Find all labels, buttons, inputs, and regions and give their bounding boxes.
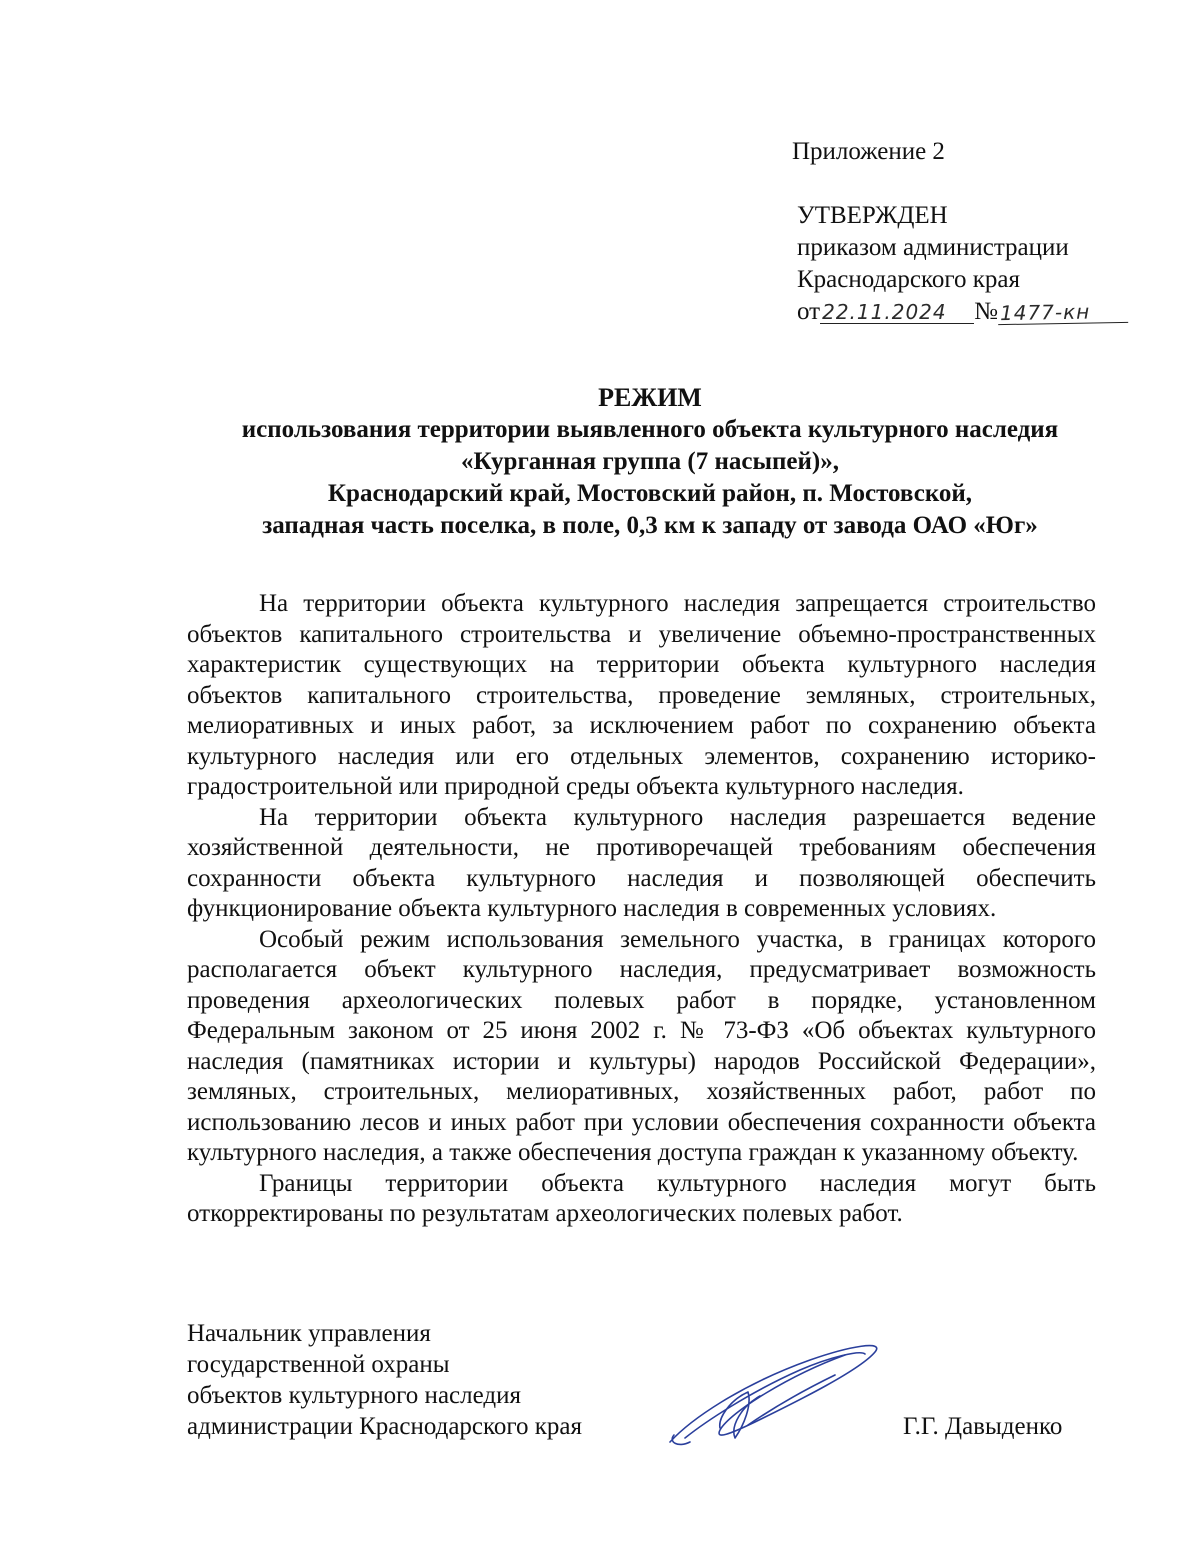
position-line-1: Начальник управления [187, 1320, 431, 1347]
appendix-label: Приложение 2 [792, 138, 945, 165]
document-title-block [150, 382, 1150, 542]
signatory-position [187, 1318, 582, 1442]
position-line-4: администрации Краснодарского края [187, 1413, 583, 1440]
date-prefix: от [797, 298, 821, 325]
approval-line-2: Краснодарского края [797, 266, 1020, 293]
signature-strokes [670, 1346, 877, 1445]
body-paragraph-4: Границы территории объекта культурного наследия могут быть откорректированы по результатам археологических полевых работ. [187, 1169, 1096, 1227]
body-paragraph-3: Особый режим использования земельного участка, в границах которого располагается объект культурного наследия, предусматривает возможность проведения археологических полевых работ в порядке, установленном Федеральным законом от 25 июня 2002 г. № 73-ФЗ «Об объектах культурного наследия (памятниках истории и культуры) народов Российской Федерации», земляных, строительных, мелиоративных, хозяйственных работ, работ по использованию лесов и иных работ при условии обеспечения сохранности объекта культурного наследия, а также обеспечения доступа граждан к указанному объекту. [187, 925, 1096, 1166]
document-title: РЕЖИМ [598, 383, 702, 412]
approval-block [797, 200, 1128, 328]
title-line-3: Краснодарский край, Мостовский район, п. Мостовской, [327, 480, 973, 507]
body-paragraph-1: На территории объекта культурного наследия запрещается строительство объектов капитального строительства и увеличение объемно-пространственных характеристик существующих на территории объекта культурного наследия объектов капитального строительства, проведение земляных, строительных, мелиоративных и иных работ, за исключением работ по сохранению объекта культурного наследия или его отдельных элементов, сохранению историко-градостроительной или природной среды объекта культурного наследия. [187, 590, 1096, 800]
order-reference [797, 296, 1128, 328]
title-line-4: западная часть поселка, в поле, 0,3 км к западу от завода ОАО «Юг» [262, 512, 1038, 539]
approval-stamp: УТВЕРЖДЕН [797, 202, 948, 229]
handwritten-date: 22.11.2024 [820, 301, 974, 324]
title-line-2: «Курганная группа (7 насыпей)», [461, 448, 839, 475]
title-line-1: использования территории выявленного объекта культурного наследия [241, 416, 1059, 443]
position-line-2: государственной охраны [187, 1351, 450, 1378]
body-paragraph-2: На территории объекта культурного наследия разрешается ведение хозяйственной деятельности, не противоречащей требованиям обеспечения сохранности объекта культурного наследия и позволяющей обеспечить функционирование объекта культурного наследия в современных условиях. [187, 803, 1096, 922]
handwritten-number: 1477-кн [998, 300, 1128, 325]
position-line-3: объектов культурного наследия [187, 1382, 521, 1409]
number-prefix: № [974, 298, 998, 325]
signer-name: Г.Г. Давыденко [903, 1413, 1063, 1440]
approval-line-1: приказом администрации [797, 234, 1069, 261]
handwritten-signature [660, 1330, 890, 1450]
document-body [187, 589, 1096, 1230]
